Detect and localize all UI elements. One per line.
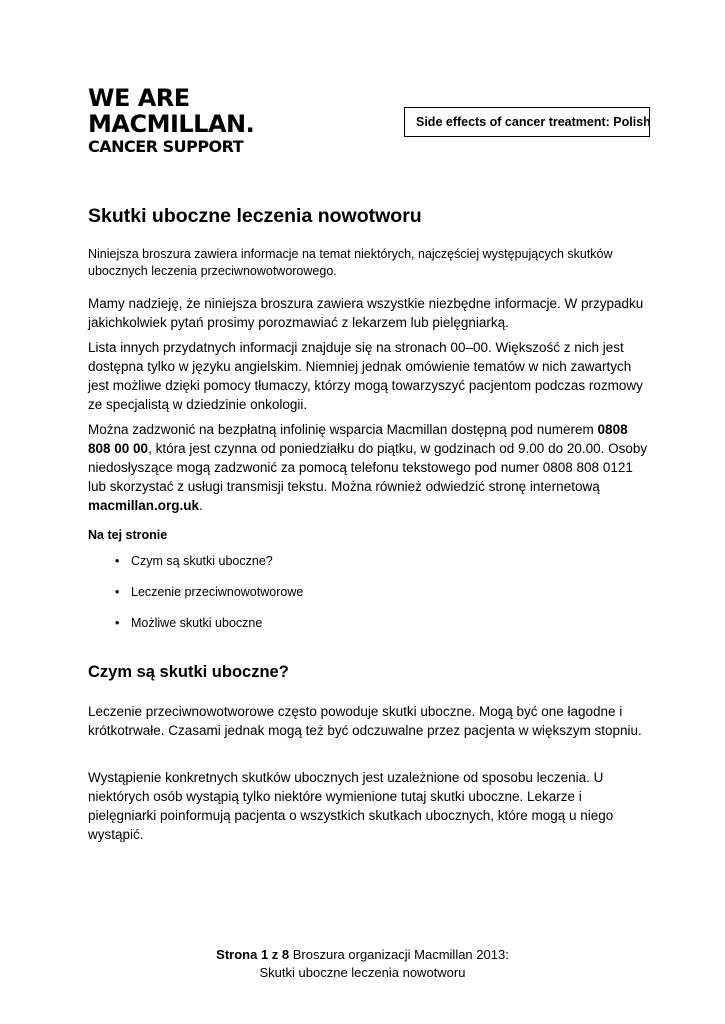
contact-end: . — [199, 498, 203, 513]
list-item-label: Czym są skutki uboczne? — [131, 554, 273, 568]
footer-doc-title: Skutki uboczne leczenia nowotworu — [259, 965, 466, 980]
section-heading: Czym są skutki uboczne? — [88, 663, 289, 681]
bullet-icon: • — [115, 616, 120, 630]
language-label-box: Side effects of cancer treatment: Polish — [404, 107, 650, 137]
logo-line-3: CANCER SUPPORT — [88, 137, 244, 156]
on-this-page-heading: Na tej stronie — [88, 528, 168, 542]
contact-text-2: , która jest czynna od poniedziałku do piątku, w godzinach od 9.00 do 20.00. Osoby niedosłyszące mogą zadzwonić za pomocą telefonu tekstowego pod numer 0808 808 0121 lub skorzystać z usługi transmisji tekstu. Można również odwiedzić stronę internetową — [88, 441, 648, 494]
contact-text-1: Można zadzwonić na bezpłatną infolinię wsparcia Macmillan dostępną pod numerem — [88, 422, 594, 437]
page-number: Strona 1 z 8 — [216, 947, 290, 962]
footer-source: Broszura organizacji Macmillan 2013: — [292, 947, 509, 962]
phone-number[interactable]: 0808 808 00 00 — [88, 422, 628, 456]
page-footer — [0, 946, 725, 982]
intro-paragraph: Niniejsza broszura zawiera informacje na temat niektórych, najczęściej występujących skutków ubocznych leczenia przeciwnowotworowego. — [88, 247, 613, 278]
list-item-label: Leczenie przeciwnowotworowe — [131, 585, 304, 599]
bullet-icon: • — [115, 554, 120, 568]
document-title: Skutki uboczne leczenia nowotworu — [88, 205, 422, 227]
paragraph-contact — [88, 420, 648, 515]
section-paragraph-1: Leczenie przeciwnowotworowe często powoduje skutki uboczne. Mogą być one łagodne i krótkotrwałe. Czasami jednak mogą też być odczuwalne przez pacjenta w większym stopniu. — [88, 704, 642, 738]
logo-line-1: WE ARE — [88, 84, 190, 112]
bullet-icon: • — [115, 585, 120, 599]
logo-line-2: MACMILLAN. — [88, 110, 255, 138]
paragraph-hope: Mamy nadzieję, że niniejsza broszura zawiera wszystkie niezbędne informacje. W przypadku jakichkolwiek pytań prosimy porozmawiać z lekarzem lub pielęgniarką. — [88, 296, 644, 330]
list-item-label: Możliwe skutki uboczne — [131, 616, 263, 630]
website-link[interactable]: macmillan.org.uk — [88, 498, 200, 513]
footer-line-1 — [0, 946, 725, 964]
macmillan-logo — [88, 86, 254, 155]
paragraph-other-info: Lista innych przydatnych informacji znajduje się na stronach 00–00. Większość z nich jest dostępna tylko w języku angielskim. Niemniej jednak omówienie tematów w nich zawartych jest możliwe dzięki pomocy tłumaczy, którzy mogą towarzyszyć pacjentom podczas rozmowy ze specjalistą w dziedzinie onkologii. — [88, 340, 643, 412]
section-paragraph-2: Wystąpienie konkretnych skutków ubocznych jest uzależnione od sposobu leczenia. U niektórych osób wystąpią tylko niektóre wymienione tutaj skutki uboczne. Lekarze i pielęgniarki poinformują pacjenta o wszystkich skutkach ubocznych, które mogą u niego wystąpić. — [88, 770, 614, 842]
